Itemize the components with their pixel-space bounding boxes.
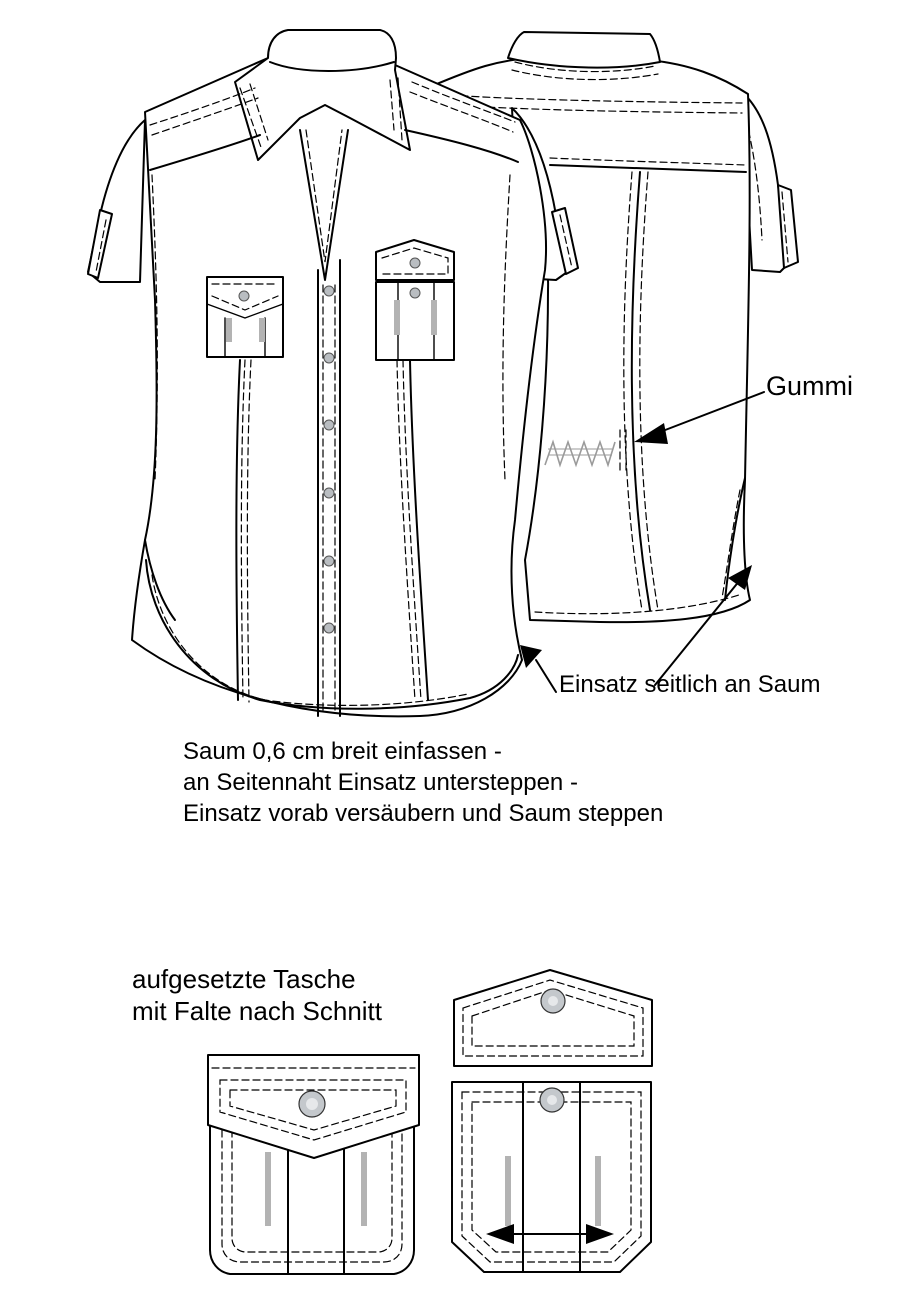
note-line-1: Saum 0,6 cm breit einfassen - — [183, 738, 502, 765]
label-einsatz-seitlich: Einsatz seitlich an Saum — [559, 671, 821, 698]
shirt-front-view — [88, 30, 578, 716]
construction-notes — [183, 736, 663, 829]
pocket-detail-right — [452, 970, 652, 1272]
label-gummi: Gummi — [766, 371, 853, 401]
pocket-title-line-1: aufgesetzte Tasche — [132, 964, 356, 994]
note-line-2: an Seitennaht Einsatz untersteppen - — [183, 769, 578, 796]
note-line-3: Einsatz vorab versäubern und Saum steppen — [183, 800, 664, 827]
front-pocket-left — [207, 277, 283, 357]
pocket-title-line-2: mit Falte nach Schnitt — [132, 996, 382, 1026]
pocket-detail-left — [208, 1055, 419, 1274]
back-collar — [508, 32, 660, 68]
pocket-title — [132, 963, 382, 1027]
einsatz-leader-front — [536, 660, 556, 692]
pocket-right-flap — [454, 970, 652, 1066]
